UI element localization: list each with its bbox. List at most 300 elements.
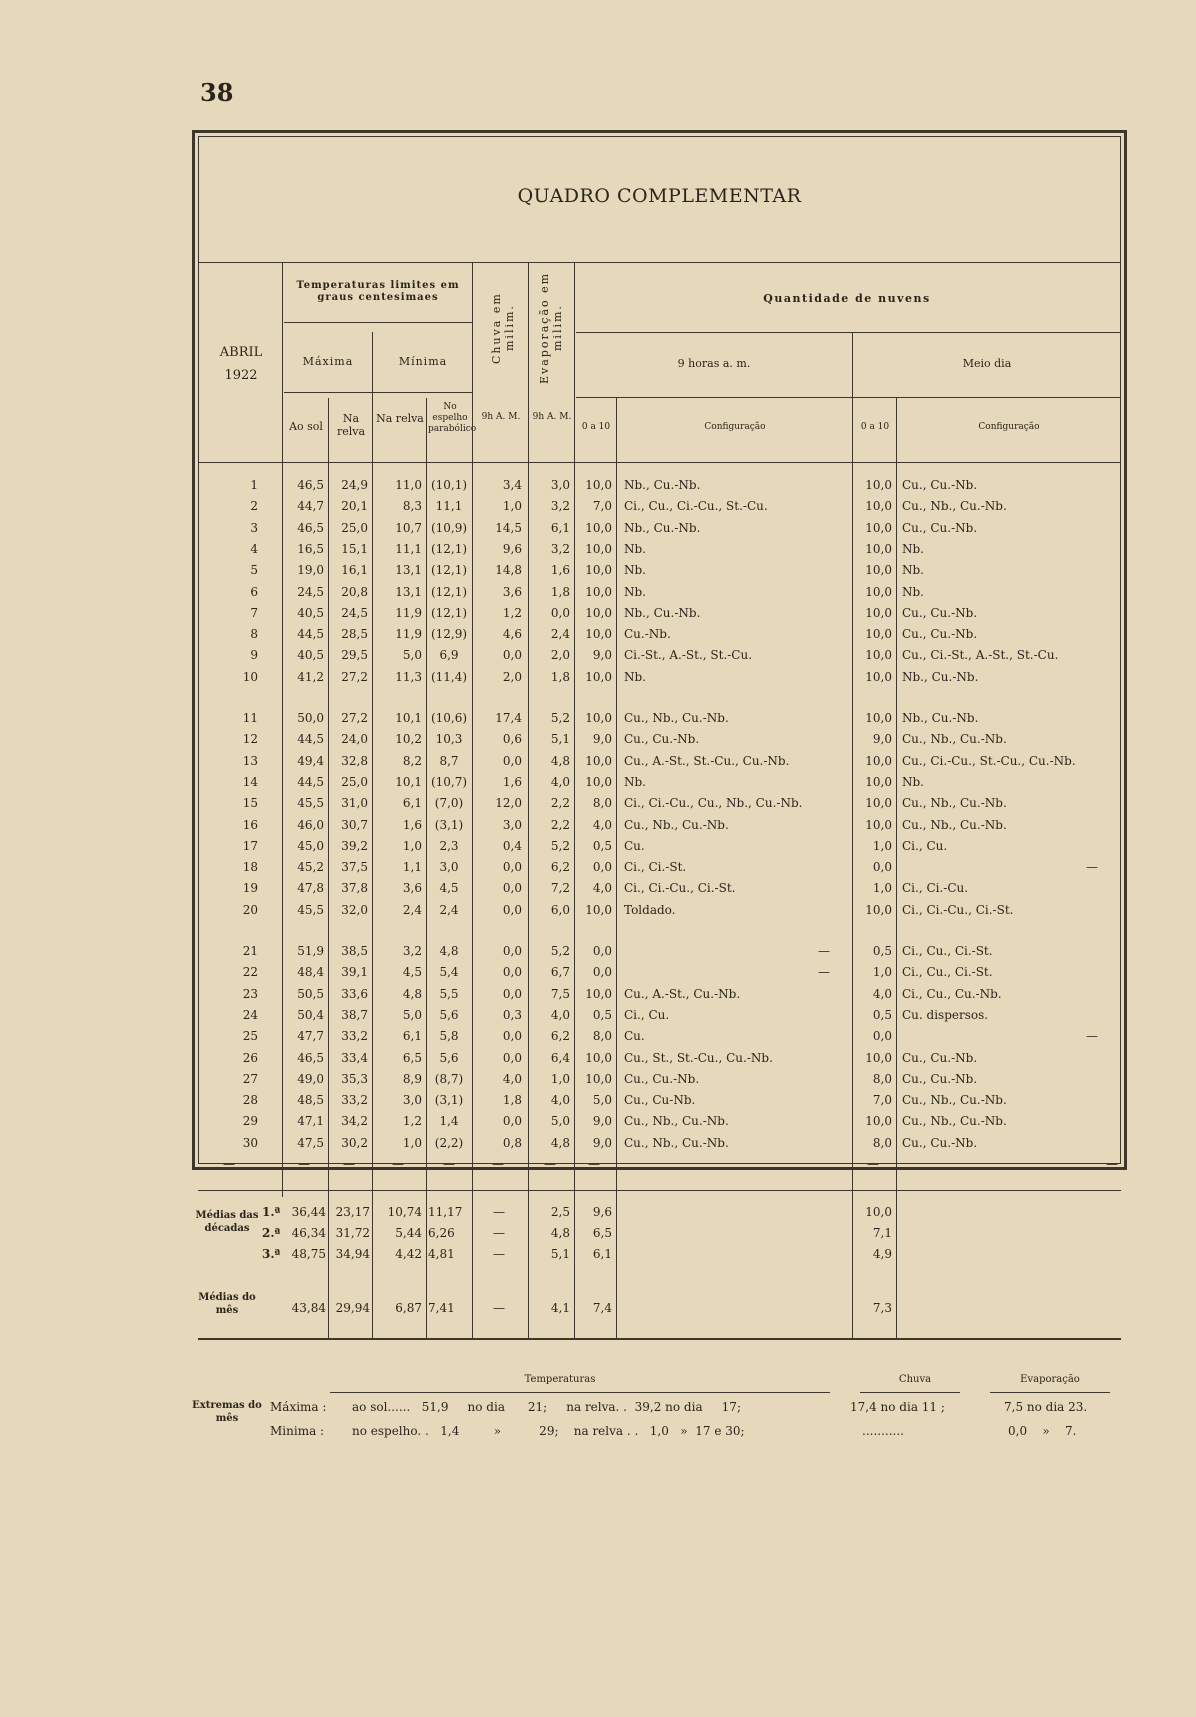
nuvens-meiodia-config: Cu., Nb., Cu.-Nb. — [902, 1093, 1007, 1108]
chuva: 1,8 — [502, 1093, 522, 1108]
temp-min-relva: 11,0 — [395, 478, 422, 492]
temp-max-relva: 20,8 — [341, 584, 368, 599]
nuvens-9h-escala: 10,0 — [585, 563, 612, 578]
temp-min-espelho: (3,1) — [434, 817, 464, 832]
page-number: 38 — [200, 78, 234, 107]
media-chuva: — — [493, 1247, 505, 1261]
media-evaporacao: 4,8 — [550, 1226, 570, 1240]
day: 26 — [242, 1050, 258, 1065]
temp-min-espelho: (10,1) — [430, 478, 468, 492]
col-rule — [372, 332, 373, 1338]
nuvens-9h-escala: 4,0 — [592, 817, 612, 832]
temp-min-espelho: 5,4 — [439, 965, 459, 980]
day: 5 — [250, 563, 258, 578]
nuvens-9h-config: Cu., Nb., Cu.-Nb. — [624, 711, 729, 725]
evaporacao: 1,0 — [550, 1071, 570, 1086]
media-ao-sol: 48,75 — [291, 1247, 326, 1261]
nuvens-meiodia-escala: 10,0 — [865, 711, 892, 725]
temp-ao-sol: 49,4 — [297, 753, 324, 768]
day: 10 — [242, 669, 258, 684]
col-rule — [574, 262, 575, 1338]
chuva-subheader: 9h A. M. — [481, 412, 521, 422]
evaporacao: 2,0 — [550, 648, 570, 663]
header-top-rule — [198, 262, 1121, 263]
evaporacao: 5,1 — [550, 732, 570, 747]
evaporacao: 4,0 — [550, 774, 570, 789]
temp-min-espelho: 5,5 — [439, 986, 459, 1001]
day: 29 — [242, 1114, 258, 1129]
nuvens-meiodia-config: Cu., Cu.-Nb. — [902, 1135, 978, 1150]
nuvens-9h-config: Nb., Cu.-Nb. — [624, 478, 701, 492]
temp-ao-sol: 50,4 — [297, 1007, 324, 1022]
media-ao-sol: 43,84 — [291, 1301, 326, 1315]
temp-min-relva: 3,6 — [402, 881, 422, 896]
temp-ao-sol: 46,0 — [297, 817, 324, 832]
temp-ao-sol: 46,5 — [297, 478, 324, 492]
media-max-relva: 34,94 — [335, 1247, 370, 1261]
chuva: 4,0 — [502, 1071, 522, 1086]
temp-max-relva: 27,2 — [341, 711, 368, 725]
temp-max-relva: 30,2 — [341, 1135, 368, 1150]
dash-cell: — — [588, 1157, 600, 1171]
nuvens-9h-config: Nb. — [624, 541, 646, 556]
nuvens-meiodia-config: Ci., Ci.-Cu., Ci.-St. — [902, 902, 1014, 917]
evaporacao-label: Evaporação — [1020, 1374, 1080, 1385]
nuvens-meiodia-config: Nb. — [902, 584, 924, 599]
temp-min-espelho: 4,8 — [439, 944, 459, 958]
temp-min-espelho: (10,9) — [430, 520, 468, 535]
day: 30 — [242, 1135, 258, 1150]
temp-min-espelho: 2,3 — [439, 838, 459, 853]
nuvens-9h-config: Nb., Cu.-Nb. — [624, 520, 701, 535]
extremas-top-rule — [198, 1338, 1121, 1340]
month-label: ABRIL — [219, 345, 263, 360]
rule-nuvens — [576, 332, 1121, 333]
temp-min-relva: 11,3 — [395, 669, 422, 684]
nuvens-9h-config: Ci., Ci.-Cu., Ci.-St. — [624, 881, 736, 896]
nuvens-meiodia-config: Nb., Cu.-Nb. — [902, 669, 979, 684]
evaporacao: 4,0 — [550, 1007, 570, 1022]
nuvens-meiodia-escala: 10,0 — [865, 753, 892, 768]
nuvens-9h-escala: 10,0 — [585, 627, 612, 642]
nuvens-meiodia-config: Cu., Nb., Cu.-Nb. — [902, 732, 1007, 747]
temp-min-espelho: 6,9 — [439, 648, 459, 663]
temp-min-espelho: (12,1) — [430, 563, 468, 578]
temp-min-espelho: 10,3 — [435, 732, 463, 747]
media-min-relva: 4,42 — [395, 1247, 422, 1261]
temp-max-relva: 24,5 — [341, 605, 368, 620]
chuva: 1,0 — [502, 499, 522, 514]
nuvens-meiodia-escala: 9,0 — [872, 732, 892, 747]
nuvens-meiodia-config: Cu., Cu.-Nb. — [902, 520, 978, 535]
nuvens-meiodia-config: Cu., Nb., Cu.-Nb. — [902, 817, 1007, 832]
nuvens-meiodia-escala: 10,0 — [865, 902, 892, 917]
nuvens-9h-escala: 7,0 — [592, 499, 612, 514]
nuvens-9h-config: Cu., Nb., Cu.-Nb. — [624, 1114, 729, 1129]
nuvens-meiodia-escala: 0,0 — [872, 1029, 892, 1044]
nuvens-9h-escala: 10,0 — [585, 711, 612, 725]
day: 19 — [242, 881, 258, 896]
chuva: 14,5 — [495, 520, 522, 535]
nuvens-meiodia-escala: 10,0 — [865, 563, 892, 578]
media-evaporacao: 4,1 — [550, 1301, 570, 1315]
nuvens-9h-escala: 8,0 — [592, 1029, 612, 1044]
nuvens-9h-escala: 10,0 — [585, 774, 612, 789]
evaporacao: 1,8 — [550, 584, 570, 599]
evaporacao: 4,8 — [550, 753, 570, 768]
temp-max-relva: 15,1 — [341, 541, 368, 556]
temp-min-relva: 1,0 — [402, 1135, 422, 1150]
temp-max-relva: 28,5 — [341, 627, 368, 642]
nuvens-meiodia-escala: 10,0 — [865, 796, 892, 811]
nuvens-9h-escala: 4,0 — [592, 881, 612, 896]
chuva: 0,0 — [502, 753, 522, 768]
nuvens-meiodia-config: Nb. — [902, 541, 924, 556]
day: 18 — [242, 860, 258, 875]
evaporacao: 4,8 — [550, 1135, 570, 1150]
col-rule — [852, 332, 853, 1338]
day: 6 — [250, 584, 258, 599]
temp-ao-sol: 45,2 — [297, 860, 324, 875]
nuvens-9h-config: — — [818, 965, 830, 980]
media-espelho: 4,81 — [428, 1247, 455, 1261]
temp-min-espelho: 5,8 — [439, 1029, 459, 1044]
dash-cell: — — [343, 1157, 355, 1171]
temp-ao-sol: 44,5 — [297, 627, 324, 642]
nuvens-9h-escala: 10,0 — [585, 584, 612, 599]
temp-min-relva: 11,1 — [395, 541, 422, 556]
maxima-header: Máxima — [302, 355, 354, 368]
evaporacao: 6,4 — [550, 1050, 570, 1065]
temp-ao-sol: 48,4 — [297, 965, 324, 980]
col-rule — [328, 398, 329, 1338]
dash-cell: — — [392, 1157, 404, 1171]
evap-min: 0,0 » 7. — [1008, 1424, 1077, 1438]
nuvens-meiodia-escala: 10,0 — [865, 774, 892, 789]
nuvens-meiodia-escala: 0,5 — [872, 944, 892, 958]
temp-ao-sol: 40,5 — [297, 605, 324, 620]
chuva: 0,0 — [502, 986, 522, 1001]
temp-min-relva: 2,4 — [402, 902, 422, 917]
temp-min-espelho: 1,4 — [439, 1114, 459, 1129]
media-nuvens-9h: 6,1 — [592, 1247, 612, 1261]
chuva: 0,0 — [502, 1050, 522, 1065]
temp-min-espelho: 8,7 — [439, 753, 459, 768]
nuvens-9h-config: Ci., Ci.-St. — [624, 860, 687, 875]
chuva: 3,4 — [502, 478, 522, 492]
nuvens-9h-config: Cu., St., St.-Cu., Cu.-Nb. — [624, 1050, 773, 1065]
day: 2 — [250, 499, 258, 514]
chuva-min: ........... — [862, 1424, 904, 1438]
chuva: 0,0 — [502, 1114, 522, 1129]
nuvens-meiodia-config: Ci., Cu., Cu.-Nb. — [902, 986, 1002, 1001]
media-ao-sol: 36,44 — [291, 1205, 326, 1219]
evaporacao: 5,2 — [550, 711, 570, 725]
chuva: 1,6 — [502, 774, 522, 789]
temp-min-relva: 6,1 — [402, 796, 422, 811]
dash-cell: — — [492, 1157, 504, 1171]
chuva: 0,0 — [502, 881, 522, 896]
day: 24 — [242, 1007, 258, 1022]
na-relva-min-header: Na relva — [376, 412, 424, 425]
temperature-group-header: Temperaturas limites em graus centesimaes — [296, 280, 460, 303]
evaporacao: 6,2 — [550, 1029, 570, 1044]
media-nuvens-9h: 9,6 — [592, 1205, 612, 1219]
temp-ao-sol: 41,2 — [297, 669, 324, 684]
nuvens-9h-config: Cu., Cu.-Nb. — [624, 1071, 700, 1086]
minima-header: Mínima — [398, 355, 448, 368]
temperaturas-label: Temperaturas — [524, 1374, 596, 1385]
temp-ao-sol: 51,9 — [297, 944, 324, 958]
config1-header: Configuração — [704, 422, 766, 432]
rule-max-min — [284, 392, 472, 393]
medias-mes-label: Médias do mês — [198, 1292, 256, 1316]
minima-row-text: no espelho. . 1,4 » 29; na relva . . 1,0 » 17 e 30; — [352, 1424, 745, 1438]
nuvens-meiodia-escala: 8,0 — [872, 1071, 892, 1086]
nuvens-meiodia-escala: 1,0 — [872, 838, 892, 853]
temp-max-relva: 33,6 — [341, 986, 368, 1001]
year-label: 1922 — [224, 368, 258, 383]
chuva: 4,6 — [502, 627, 522, 642]
nuvens-meiodia-config: Cu., Cu.-Nb. — [902, 605, 978, 620]
evaporacao: 0,0 — [550, 605, 570, 620]
temp-max-relva: 33,2 — [341, 1093, 368, 1108]
day: 25 — [242, 1029, 258, 1044]
nuvens-9h-config: Cu. — [624, 1029, 645, 1044]
temp-min-relva: 4,5 — [402, 965, 422, 980]
temp-max-relva: 33,2 — [341, 1029, 368, 1044]
chuva: 0,3 — [502, 1007, 522, 1022]
nuvens-9h-escala: 9,0 — [592, 1135, 612, 1150]
media-max-relva: 31,72 — [335, 1226, 370, 1240]
temp-min-espelho: 4,5 — [439, 881, 459, 896]
temp-min-espelho: (3,1) — [434, 1093, 464, 1108]
nuvens-9h-config: Cu., Nb., Cu.-Nb. — [624, 1135, 729, 1150]
page-title: QUADRO COMPLEMENTAR — [517, 185, 802, 207]
evaporacao: 2,2 — [550, 796, 570, 811]
evap-max: 7,5 no dia 23. — [1004, 1400, 1088, 1414]
temp-ao-sol: 46,5 — [297, 520, 324, 535]
temp-min-relva: 6,1 — [402, 1029, 422, 1044]
temp-ao-sol: 44,5 — [297, 732, 324, 747]
temp-ao-sol: 49,0 — [297, 1071, 324, 1086]
nuvens-9h-config: Nb. — [624, 584, 646, 599]
nuvens-meiodia-config: Cu., Cu.-Nb. — [902, 1050, 978, 1065]
nuvens-9h-escala: 10,0 — [585, 986, 612, 1001]
nuvens-9h-config: Nb., Cu.-Nb. — [624, 605, 701, 620]
nuvens-meiodia-config: Cu., Cu.-Nb. — [902, 478, 978, 492]
media-espelho: 11,17 — [428, 1205, 463, 1219]
dash-cell: — — [1106, 1157, 1118, 1171]
temp-min-relva: 8,3 — [402, 499, 422, 514]
evaporacao: 3,0 — [550, 478, 570, 492]
chuva: 0,0 — [502, 902, 522, 917]
evaporacao: 3,2 — [550, 499, 570, 514]
temp-min-espelho: (8,7) — [434, 1071, 464, 1086]
ao-sol-header: Ao sol — [289, 420, 323, 433]
nuvens-9h-escala: 0,5 — [592, 1007, 612, 1022]
day: 15 — [242, 796, 258, 811]
temp-min-relva: 10,7 — [395, 520, 422, 535]
chuva: 2,0 — [502, 669, 522, 684]
temp-min-relva: 10,1 — [395, 711, 422, 725]
nuvens-meiodia-escala: 10,0 — [865, 584, 892, 599]
media-min-relva: 10,74 — [387, 1205, 422, 1219]
evaporacao: 4,0 — [550, 1093, 570, 1108]
temp-min-relva: 8,9 — [402, 1071, 422, 1086]
media-nuvens-9h: 6,5 — [592, 1226, 612, 1240]
chuva: 0,0 — [502, 860, 522, 875]
nuvens-meiodia-config: Cu. dispersos. — [902, 1007, 989, 1022]
temp-max-relva: 24,9 — [341, 478, 368, 492]
temp-min-relva: 1,0 — [402, 838, 422, 853]
nuvens-9h-escala: 10,0 — [585, 478, 612, 492]
temp-ao-sol: 45,5 — [297, 902, 324, 917]
dash-cell: — — [544, 1157, 556, 1171]
nuvens-meiodia-escala: 4,0 — [872, 986, 892, 1001]
day: 20 — [242, 902, 258, 917]
temp-ao-sol: 19,0 — [297, 563, 324, 578]
temp-max-relva: 39,2 — [341, 838, 368, 853]
media-evaporacao: 2,5 — [550, 1205, 570, 1219]
temp-ao-sol: 47,1 — [297, 1114, 324, 1129]
temp-min-espelho: (12,1) — [430, 584, 468, 599]
nuvens-9h-escala: 8,0 — [592, 796, 612, 811]
nuvens-meiodia-config: Nb. — [902, 774, 924, 789]
dash-cell: — — [298, 1157, 310, 1171]
temp-min-relva: 1,6 — [402, 817, 422, 832]
temp-max-relva: 27,2 — [341, 669, 368, 684]
chuva: 0,0 — [502, 944, 522, 958]
temp-max-relva: 25,0 — [341, 520, 368, 535]
temp-ao-sol: 44,5 — [297, 774, 324, 789]
media-ao-sol: 46,34 — [291, 1226, 326, 1240]
chuva: 0,8 — [502, 1135, 522, 1150]
escala2-header: 0 a 10 — [860, 422, 890, 432]
temp-max-relva: 39,1 — [341, 965, 368, 980]
temp-max-relva: 38,5 — [341, 944, 368, 958]
nuvens-meiodia-config: Cu., Nb., Cu.-Nb. — [902, 499, 1007, 514]
header-bottom-rule — [198, 462, 1121, 463]
temp-max-relva: 31,0 — [341, 796, 368, 811]
nove-horas-header: 9 horas a. m. — [677, 357, 751, 370]
evaporacao: 5,2 — [550, 838, 570, 853]
nuvens-9h-escala: 10,0 — [585, 669, 612, 684]
nuvens-meiodia-config: Cu., Ci.-Cu., St.-Cu., Cu.-Nb. — [902, 753, 1076, 768]
extremas-label: Extremas do mês — [192, 1400, 262, 1424]
chuva: 12,0 — [495, 796, 522, 811]
temp-min-relva: 5,0 — [402, 1007, 422, 1022]
nuvens-meiodia-escala: 10,0 — [865, 627, 892, 642]
col-rule — [896, 398, 897, 1338]
na-relva-max-header: Na relva — [336, 412, 366, 439]
decada: 3.ª — [262, 1247, 281, 1261]
nuvens-meiodia-config: Cu., Nb., Cu.-Nb. — [902, 1114, 1007, 1129]
nuvens-9h-config: — — [818, 944, 830, 958]
temp-min-relva: 10,2 — [395, 732, 422, 747]
evaporacao: 5,2 — [550, 944, 570, 958]
evaporacao: 2,4 — [550, 627, 570, 642]
nuvens-9h-escala: 10,0 — [585, 753, 612, 768]
temp-min-espelho: (10,6) — [430, 711, 468, 725]
col-rule — [426, 398, 427, 1338]
temp-max-relva: 24,0 — [341, 732, 368, 747]
minima-row-label: Minima : — [270, 1424, 325, 1438]
temp-max-relva: 34,2 — [341, 1114, 368, 1129]
nuvens-meiodia-config: Ci., Cu., Ci.-St. — [902, 944, 993, 958]
chuva: 17,4 — [495, 711, 522, 725]
temp-max-relva: 30,7 — [341, 817, 368, 832]
day: 3 — [250, 520, 258, 535]
temp-min-espelho: 5,6 — [439, 1007, 459, 1022]
nuvens-meiodia-config: — — [1086, 1029, 1098, 1044]
nuvens-9h-escala: 9,0 — [592, 732, 612, 747]
evaporacao: 7,2 — [550, 881, 570, 896]
nuvens-9h-escala: 10,0 — [585, 1050, 612, 1065]
day: 9 — [250, 648, 258, 663]
media-chuva: — — [493, 1226, 505, 1240]
no-espelho-header: No espelho parabólico — [428, 402, 477, 434]
nuvens-meiodia-escala: 10,0 — [865, 669, 892, 684]
temp-min-espelho: (10,7) — [430, 774, 468, 789]
nuvens-meiodia-config: Ci., Cu., Ci.-St. — [902, 965, 993, 980]
media-max-relva: 23,17 — [335, 1205, 370, 1219]
nuvens-meiodia-escala: 7,0 — [872, 1093, 892, 1108]
temp-min-espelho: (11,4) — [430, 669, 468, 684]
media-nuvens-meiodia: 4,9 — [872, 1247, 892, 1261]
temp-max-relva: 29,5 — [341, 648, 368, 663]
media-espelho: 7,41 — [428, 1301, 455, 1315]
nuvens-9h-config: Nb. — [624, 563, 646, 578]
nuvens-9h-config: Ci.-St., A.-St., St.-Cu. — [624, 648, 753, 663]
temp-min-espelho: (12,1) — [430, 605, 468, 620]
temp-min-espelho: 2,4 — [439, 902, 459, 917]
temp-max-relva: 33,4 — [341, 1050, 368, 1065]
day: 16 — [242, 817, 258, 832]
chuva: 0,6 — [502, 732, 522, 747]
temp-min-espelho: (12,1) — [430, 541, 468, 556]
nuvens-meiodia-config: Nb. — [902, 563, 924, 578]
evaporacao: 1,8 — [550, 669, 570, 684]
day: 4 — [250, 541, 258, 556]
evaporacao-subheader: 9h A. M. — [532, 412, 572, 422]
day: 27 — [242, 1071, 258, 1086]
temp-min-relva: 11,9 — [395, 627, 422, 642]
media-max-relva: 29,94 — [335, 1301, 370, 1315]
temp-min-relva: 13,1 — [395, 563, 422, 578]
temp-ao-sol: 24,5 — [297, 584, 324, 599]
evaporacao: 5,0 — [550, 1114, 570, 1129]
nuvens-meiodia-escala: 10,0 — [865, 478, 892, 492]
temp-min-relva: 3,2 — [402, 944, 422, 958]
col-rule — [528, 262, 529, 1338]
nuvens-meiodia-config: Cu., Nb., Cu.-Nb. — [902, 796, 1007, 811]
day: 7 — [250, 605, 258, 620]
temp-ao-sol: 45,0 — [297, 838, 324, 853]
chuva-header: Chuva em milim. — [490, 292, 516, 364]
nuvens-meiodia-config: Ci., Ci.-Cu. — [902, 881, 969, 896]
nuvens-meiodia-escala: 0,5 — [872, 1007, 892, 1022]
nuvens-9h-escala: 9,0 — [592, 1114, 612, 1129]
temp-max-relva: 37,5 — [341, 860, 368, 875]
config2-header: Configuração — [978, 422, 1040, 432]
nuvens-9h-escala: 10,0 — [585, 902, 612, 917]
nuvens-9h-config: Cu.-Nb. — [624, 627, 671, 642]
meio-dia-header: Meio dia — [962, 357, 1012, 370]
temp-min-relva: 10,1 — [395, 774, 422, 789]
day: 8 — [250, 627, 258, 642]
nuvens-9h-escala: 0,0 — [592, 944, 612, 958]
